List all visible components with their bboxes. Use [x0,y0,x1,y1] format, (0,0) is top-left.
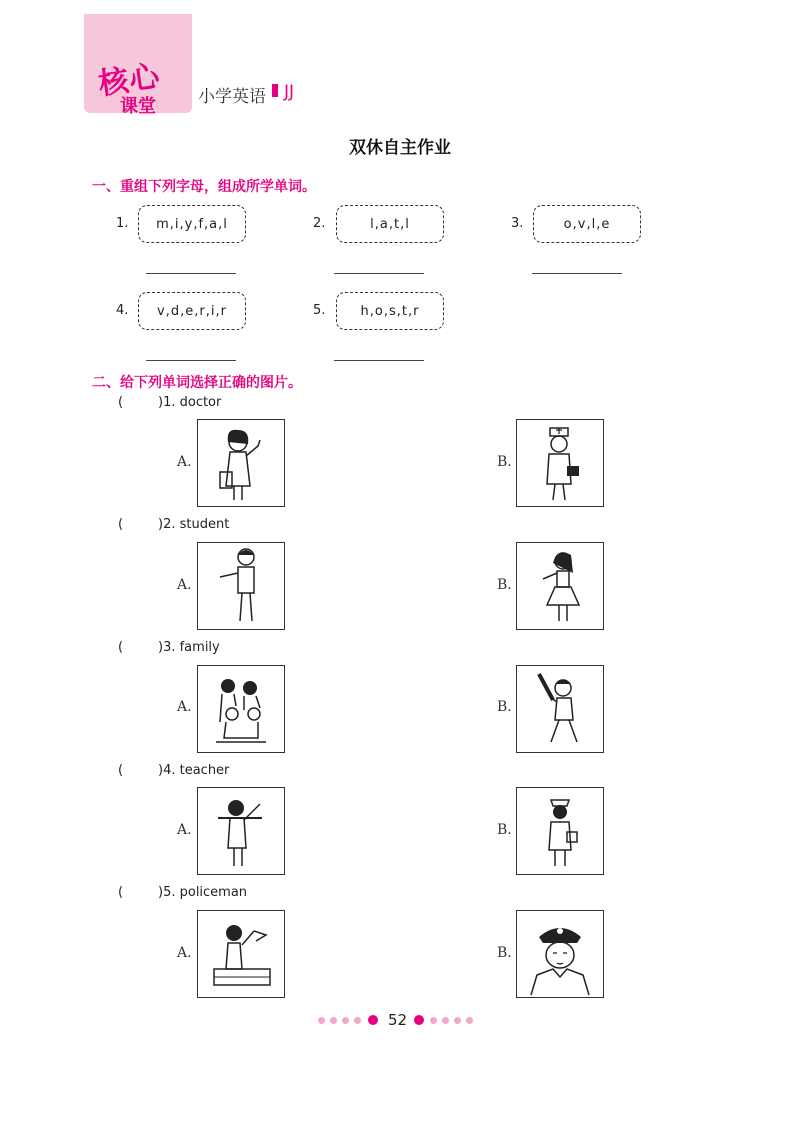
letter-box: v,d,e,r,i,r [138,292,246,330]
option-b-label: B. [497,822,512,838]
picture-option-a[interactable] [197,542,285,630]
picture-option-b[interactable] [516,542,604,630]
edition-label: JJ [284,82,295,102]
decorative-dot [354,1017,361,1024]
picture-option-b[interactable] [516,910,604,998]
picture-option-b[interactable] [516,787,604,875]
section1-heading: 一、重组下列字母，组成所学单词。 [92,179,316,195]
answer-paren[interactable]: ( [118,640,124,655]
picture-option-b[interactable] [516,419,604,507]
answer-line[interactable] [146,273,236,274]
logo-title: 核心 [96,58,163,103]
item-number: 4. [116,303,129,318]
decorative-dot [330,1017,337,1024]
decorative-dot [430,1017,437,1024]
option-a-label: A. [177,577,192,593]
question-label: )2. student [158,517,230,532]
section2-heading: 二、给下列单词选择正确的图片。 [92,375,302,391]
question-label: )5. policeman [158,885,248,900]
girl-with-book-icon [198,420,284,506]
answer-paren[interactable]: ( [118,517,124,532]
page-number: 52 [388,1011,408,1029]
girl-with-flag-icon [198,911,284,997]
option-a-label: A. [177,454,192,470]
option-b-label: B. [497,945,512,961]
picture-option-a[interactable] [197,787,285,875]
item-number: 5. [313,303,326,318]
answer-line[interactable] [334,273,424,274]
policeman-in-cap-icon [517,911,603,997]
decorative-dot [414,1015,424,1025]
answer-paren[interactable]: ( [118,885,124,900]
nurse-icon [517,788,603,874]
decorative-dot [342,1017,349,1024]
item-number: 1. [116,216,129,231]
teacher-at-board-icon [198,788,284,874]
item-number: 2. [313,216,326,231]
question-label: )1. doctor [158,395,222,410]
doctor-with-bag-icon [517,420,603,506]
question-label: )3. family [158,640,220,655]
family-group-icon [198,666,284,752]
answer-line[interactable] [334,360,424,361]
option-b-label: B. [497,699,512,715]
picture-option-a[interactable] [197,910,285,998]
question-label: )4. teacher [158,763,230,778]
page-title: 双休自主作业 [349,138,451,158]
option-a-label: A. [177,945,192,961]
decorative-dot [318,1017,325,1024]
answer-paren[interactable]: ( [118,763,124,778]
boy-with-bat-icon [517,666,603,752]
picture-option-a[interactable] [197,419,285,507]
subject-label: 小学英语 [198,87,266,107]
answer-line[interactable] [146,360,236,361]
option-a-label: A. [177,699,192,715]
decorative-dot [442,1017,449,1024]
option-b-label: B. [497,577,512,593]
option-a-label: A. [177,822,192,838]
letter-box: h,o,s,t,r [336,292,444,330]
decorative-dot [466,1017,473,1024]
item-number: 3. [511,216,524,231]
option-b-label: B. [497,454,512,470]
subject-separator [272,84,278,97]
decorative-dot [454,1017,461,1024]
answer-line[interactable] [532,273,622,274]
letter-box: m,i,y,f,a,l [138,205,246,243]
logo-subtitle: 课堂 [120,96,156,117]
boy-pointing-icon [198,543,284,629]
decorative-dot [368,1015,378,1025]
letter-box: o,v,l,e [533,205,641,243]
picture-option-b[interactable] [516,665,604,753]
letter-box: l,a,t,l [336,205,444,243]
answer-paren[interactable]: ( [118,395,124,410]
picture-option-a[interactable] [197,665,285,753]
girl-in-skirt-icon [517,543,603,629]
